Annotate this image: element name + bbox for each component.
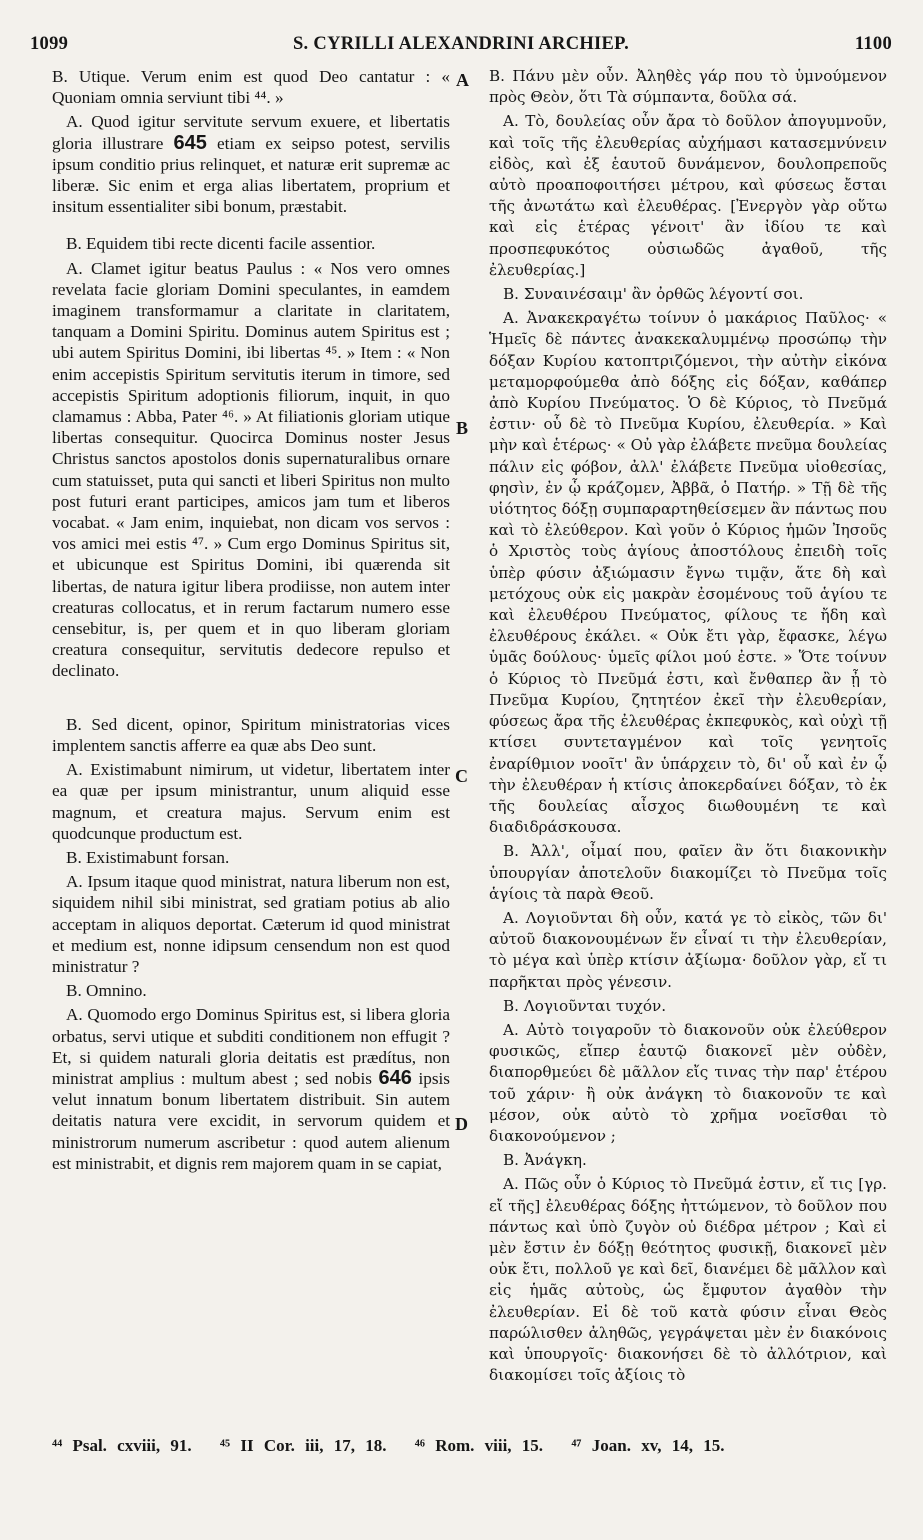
greek-paragraph-10: A. Πῶς οὖν ὁ Κύριος τὸ Πνεῦμά ἐστιν, εἴ τις [γρ. εἴ τῆς] ἐλευθέρας δόξης ἠττώμενον, τὸ δοῦλον που πάντως καὶ ὑπὸ ζυγὸν οὐ διέδρα μέτρον ; Καὶ εἰ μὲν ἔστιν ἐν δόξῃ θεότητος φυσικῇ, διακονεῖ μὲν οὐκ ἔτι, πολλοῦ γε καὶ δεῖ, διανέμει δὲ μᾶλλον καὶ εἰς ἡμᾶς αὐτοὺς, ὡς ἔμφυτον ἀγαθὸν τὴν ἐλευθερίαν. Εἰ δὲ τοῦ κατὰ φύσιν εἶναι Θεὸς παρώλισθεν ἀληθῶς, γεγράψεται μὲν ἐν διακόνοις καὶ ὑπουργοῖς· διακονήσει δὲ τὸ ἀλλότριον, καὶ διακομίσει τοῖς ἀξίοις τὸ bbox=[489, 1175, 887, 1385]
latin-text: A. Quod igitur servitute servum exuere, et libertatis gloria illustrare bbox=[52, 112, 450, 153]
section-marker-b: B bbox=[456, 418, 469, 438]
latin-text: A. Quomodo ergo Dominus Spiritus est, si libera gloria orbatus, servi utique et subditi conditionem non effugit ? Et, si quidem naturali gloria deitatis est prædítus, non ministrat amplius : multum abest ; sed nobis bbox=[52, 1005, 450, 1088]
latin-text: ipsis velut innatum bonum libertatem distribuit. Sin autem deitatis natura vere excidit, in servorum quidem et ministrorum numerum ascribetur : quod autem alienum est ministrabit, et dignis rem majorem quam in se capiat, bbox=[52, 1068, 450, 1173]
greek-paragraph-8: A. Αὐτὸ τοιγαροῦν τὸ διακονοῦν οὐκ ἐλεύθερον φυσικῶς, εἴπερ ἑαυτῷ διακονεῖ μὲν οὐδὲν, διαπορθμεύει δὲ μᾶλλον εἴς τινας τὴν παρ' ἑτέρου τοῦ χάριν· ἢ οὐκ ἀνάγκη τὸ διακονοῦν τε καὶ μέσον, οὐκ αὐτὸ τὸ χρῆμα νοεῖσθαι τὸ διακονούμενον ; bbox=[489, 1020, 887, 1145]
latin-paragraph-3: B. Equidem tibi recte dicenti facile assentior. bbox=[66, 234, 376, 254]
latin-paragraph-8: A. Ipsum itaque quod ministrat, natura liberum non est, siquidem nihil sibi ministrat, sed gratiam potius ab alio acceptam in aliquos deportat. Cæterum id quod ministrat et medium est, nonne idipsum censendum non est quod ministratur ? bbox=[52, 872, 450, 976]
greek-paragraph-3: B. Συναινέσαιμ' ἂν ὀρθῶς λέγοντί σοι. bbox=[503, 285, 804, 304]
latin-paragraph-7: B. Existimabunt forsan. bbox=[66, 847, 230, 867]
footnote-46: ⁴⁶ Rom. viii, 15. bbox=[414, 1436, 544, 1455]
latin-paragraph-1: B. Utique. Verum enim est quod Deo cantatur : « Quoniam omnia serviunt tibi ⁴⁴. » bbox=[52, 67, 450, 108]
latin-column bbox=[52, 66, 450, 1177]
section-marker-d: D bbox=[455, 1114, 468, 1134]
footnote-45: ⁴⁵ II Cor. iii, 17, 18. bbox=[219, 1436, 387, 1455]
page-header bbox=[30, 34, 892, 60]
latin-paragraph-2 bbox=[52, 111, 450, 217]
latin-paragraph-6: A. Existimabunt nimirum, ut videtur, libertatem inter ea quæ per ipsum ministrantur, unum aliquid esse magnum, et creatura majus. Servum enim est quodcunque productum est. bbox=[52, 760, 450, 843]
section-marker-a: A bbox=[456, 70, 469, 90]
greek-paragraph-5: B. Ἀλλ', οἶμαί που, φαῖεν ἂν ὅτι διακονικὴν ὑπουργίαν ἀποτελοῦν διακομίζει τὸ Πνεῦμα τοῖς ἁγίοις τὰ παρὰ Θεοῦ. bbox=[489, 842, 887, 903]
column-number: 645 bbox=[173, 131, 207, 154]
footnotes bbox=[52, 1436, 892, 1456]
section-marker-c: C bbox=[455, 766, 468, 786]
greek-paragraph-7: B. Λογιοῦνται τυχόν. bbox=[503, 996, 667, 1015]
running-title: S. CYRILLI ALEXANDRINI ARCHIEP. bbox=[292, 34, 630, 54]
footnote-47: ⁴⁷ Joan. xv, 14, 15. bbox=[571, 1436, 725, 1455]
greek-paragraph-4: A. Ἀνακεκραγέτω τοίνυν ὁ μακάριος Παῦλος· « Ἡμεῖς δὲ πάντες ἀνακεκαλυμμένῳ προσώπῳ τὴν δόξαν Κυρίου κατοπτριζόμενοι, τὴν αὐτὴν εἰκόνα μεταμορφούμεθα ἀπὸ δόξης εἰς δόξαν, καθάπερ ἀπὸ Κυρίου Πνεύματος. Ὁ δὲ Κύριος, τὸ Πνεῦμά ἐστιν· οὗ δὲ τὸ Πνεῦμα Κυρίου, ἐλευθερία. » Καὶ μὴν καὶ ἑτέρως· « Οὐ γὰρ ἐλάβετε πνεῦμα δουλείας πάλιν εἰς φόβον, ἀλλ' ἐλάβετε Πνεῦμα υἱοθεσίας, φησὶν, ἐν ᾧ κράζομεν, Ἀββᾶ, ὁ Πατήρ. » Τῇ δὲ τῆς υἱότητος δόξῃ συμπαραρτηθείσεμεν ἂν πάντως που καὶ τὸ ἐλεύθερον. Καὶ γοῦν ὁ Κύριος ἡμῶν Ἰησοῦς ὁ Χριστὸς τοὺς ἁγίους ἀποστόλους ἐπειδὴ τοῖς ὑπὲρ φύσιν ἀξιώμασιν ἔγνω τιμᾷν, ἅτε δὴ καὶ μετόχους οὐκ εἰς μακρὰν ἐσομένους τοῦ ἁγίου τε καὶ ἐλευθέρου Πνεύματος, φίλους τε ἤδη καὶ ἐλευθέρους ἐκάλει. « Οὐκ ἔτι γὰρ, ἔφασκε, λέγω ὑμᾶς δούλους· ὑμεῖς φίλοι μού ἐστε. » Ὅτε τοίνυν ὁ Κύριος τὸ Πνεῦμά ἐστι, καὶ ἔνθαπερ ἂν ᾖ τὸ Πνεῦμα Κυρίου, ζητητέον ἐκεῖ τὴν ἐλευθερίαν, φύσεως ἄρα τῆς ἐλευθέρας ἐκπεφυκὸς, καὶ οὐχὶ τῇ κτίσει συντεταγμένον καὶ τοῖς γενητοῖς ἐναρίθμιον νοοῖτ' ἂν ὑπάρχειν τὸ, δι' οὗ καὶ ἐν ᾧ τὴν ἐλευθέραν ἡ κτίσις ἀποκερδαίνει δόξαν, τὸ ἐκ τῆς δουλείας αἶσχος διωθουμένη τε καὶ διαδιδράσκουσα. bbox=[489, 309, 887, 837]
column-number: 646 bbox=[378, 1066, 412, 1089]
latin-paragraph-10 bbox=[52, 1004, 450, 1174]
latin-paragraph-5: B. Sed dicent, opinor, Spiritum ministratorias vices implentem sanctis afferre ea quæ abs Deo sunt. bbox=[52, 714, 450, 755]
greek-paragraph-6: A. Λογιοῦνται δὴ οὖν, κατά γε τὸ εἰκὸς, τῶν δι' αὐτοῦ διακονουμένων ἕν εἶναί τι τὴν ἐλευθερίαν, τὸ μέγα καὶ ὑπὲρ κτίσιν ἀξίωμα· δοῦλον γὰρ, εἴ τι παρῆκται πρὸς γένεσιν. bbox=[489, 908, 887, 991]
page-number-left: 1099 bbox=[30, 34, 69, 54]
greek-paragraph-2: A. Τὸ, δουλείας οὖν ἄρα τὸ δοῦλον ἀπογυμνοῦν, καὶ τοῖς τῆς ἐλευθερίας αὐχήμασι κατασεμνύνειν εἰδὸς, καὶ ἐξ ἑαυτοῦ δυνάμενον, δουλοπρεποῦς αὐτὸ προαποφοιτήσει μέτρου, καὶ φύσεως ἔσται τῆς ἀνωτάτω καὶ ἐλευθέρας. [Ἐνεργὸν γὰρ οὕτω καὶ εἰς ἑτέρας γένοιτ' ἂν ἰδίου τε καὶ προσπεφυκότος οὐσιωδῶς ἀγαθοῦ, τῆς ἐλευθερίας.] bbox=[489, 112, 887, 279]
latin-text: etiam ex seipso potest, servilis ipsum conditio prius relinquet, et naturæ erit supremæ ac liberæ. Sic enim et erga alias libertatem, proprium et insitum essentialiter sibi bonum, præstabit. bbox=[52, 133, 451, 217]
footnote-44: ⁴⁴ Psal. cxviii, 91. bbox=[52, 1436, 192, 1455]
greek-paragraph-9: B. Ἀνάγκη. bbox=[503, 1151, 587, 1170]
greek-paragraph-1: B. Πάνυ μὲν οὖν. Ἀληθὲς γάρ που τὸ ὑμνούμενον πρὸς Θεὸν, ὅτι Τὰ σύμπαντα, δοῦλα σά. bbox=[489, 67, 887, 107]
latin-paragraph-9: B. Omnino. bbox=[66, 981, 147, 1001]
greek-column bbox=[489, 66, 887, 1389]
latin-paragraph-4: A. Clamet igitur beatus Paulus : « Nos vero omnes revelata facie gloriam Domini speculantes, in eamdem imaginem transformamur a claritate in claritatem, tanquam a Domini Spiritu. Dominus autem Spiritus est ; ubi autem Spiritus Domini, ibi libertas ⁴⁵. » Item : « Non enim accepistis Spiritum servitutis iterum in timore, sed accepistis Spiritum adoptionis filiorum, inquit, in quo clamamus : Abba, Pater ⁴⁶. » At filiationis gloriam utique libertas consequitur. Quocirca Dominus noster Jesus Christus sanctos apostolos donis supernaturalibus ornare cum statuisset, puta qui sancti et liberi Spiritus non multo post futuri erant participes, amicos jam tum et liberos vocabat. « Jam enim, inquiebat, non dicam vos servos : vos amici mei estis ⁴⁷. » Cum ergo Dominus Spiritus sit, et ubicunque est Spiritus Domini, ibi quærenda sit libertas, de natura igitur libera prodiisse, non autem inter creaturas collocatus, et in rerum factarum numero esse censebitur, is, per quem et in quo liberam gloriam creatura consequitur, servitutis dedecore repulso et declinato. bbox=[52, 258, 450, 681]
page-number-right: 1100 bbox=[854, 34, 892, 54]
